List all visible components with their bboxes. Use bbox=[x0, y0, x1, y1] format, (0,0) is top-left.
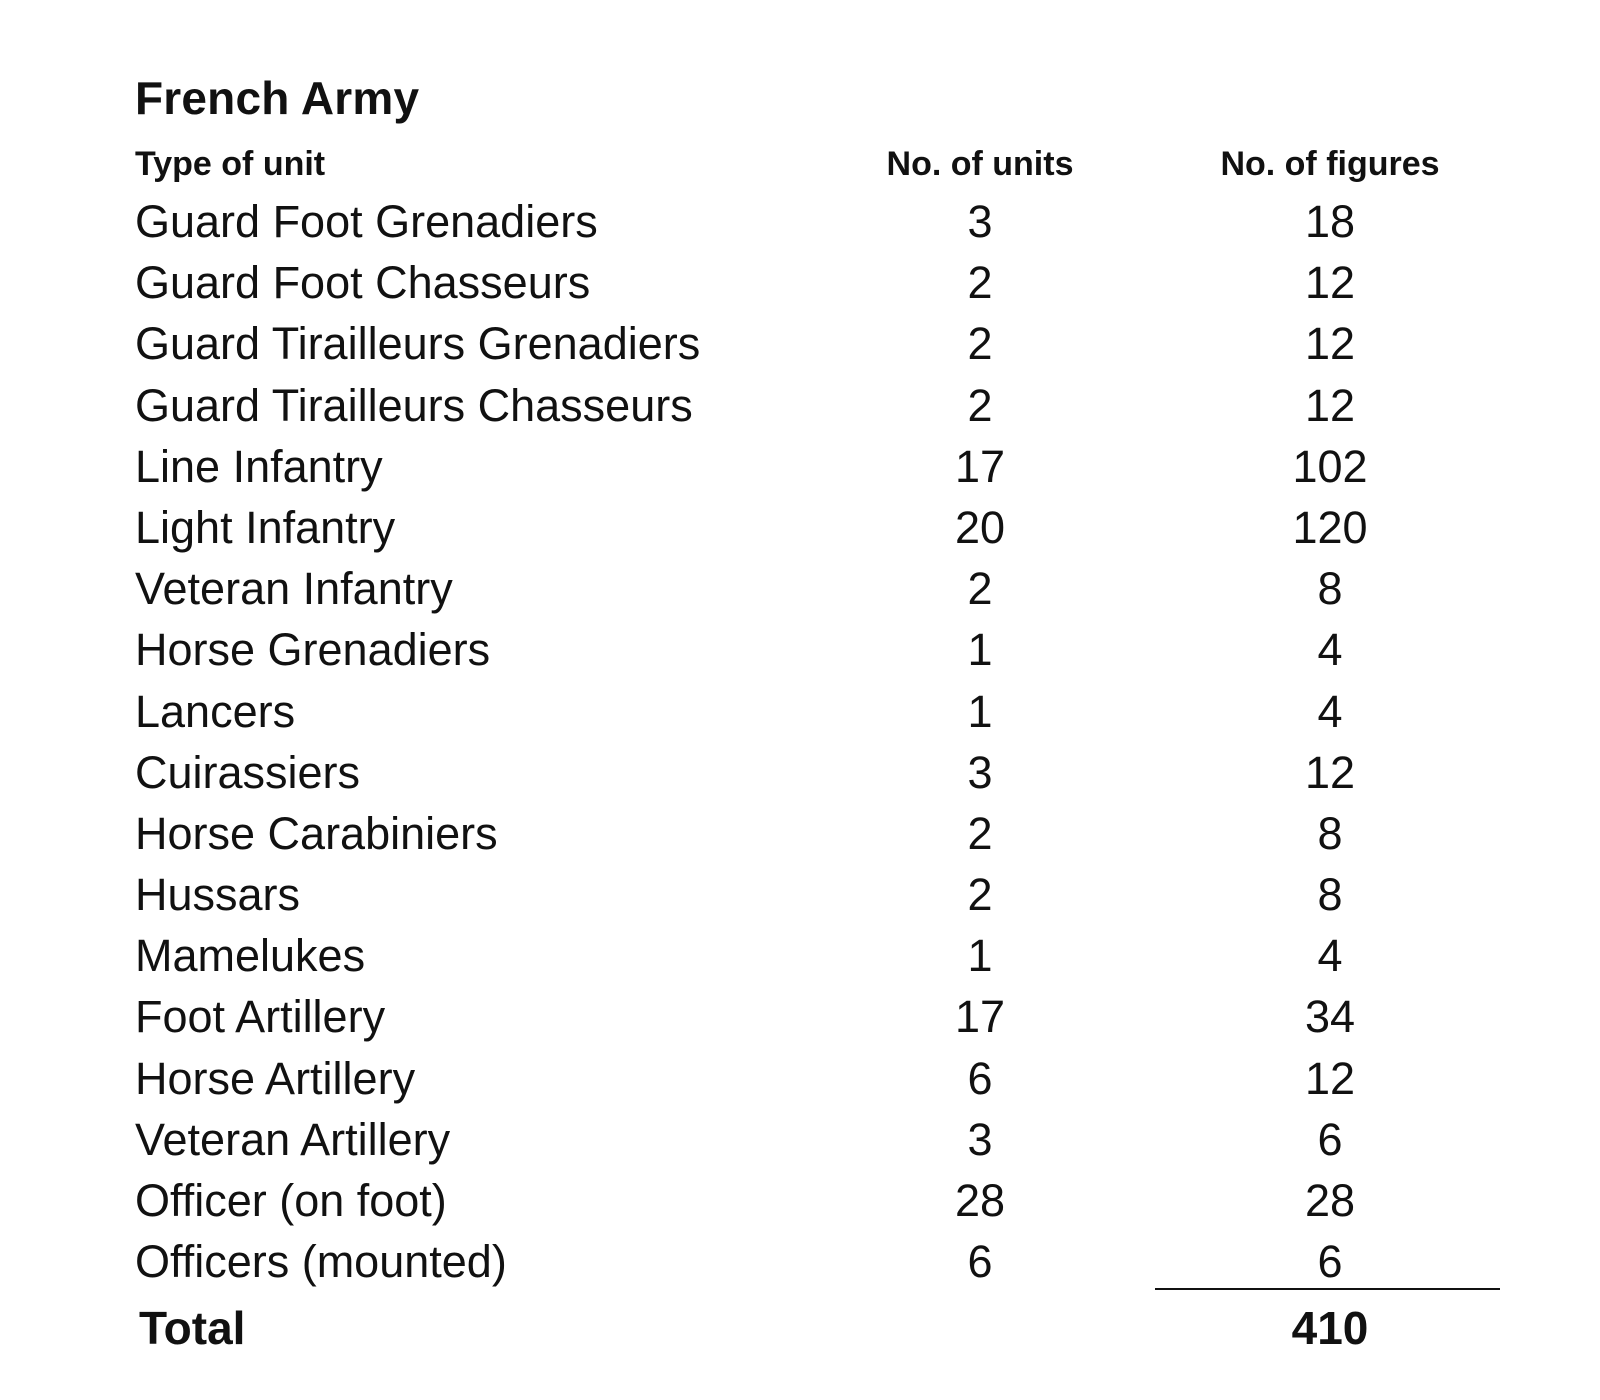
table-row bbox=[0, 1048, 1600, 1109]
header-no-of-units: No. of units bbox=[886, 145, 1074, 183]
table-row bbox=[0, 191, 1600, 252]
table-row bbox=[0, 864, 1600, 925]
unit-type-cell: Horse Artillery bbox=[135, 1052, 416, 1104]
unit-type-cell: Officer (on foot) bbox=[135, 1175, 447, 1226]
unit-type-cell: Hussars bbox=[135, 869, 301, 921]
figure-count-cell: 18 bbox=[1304, 196, 1356, 247]
unit-type-cell: Guard Tirailleurs Grenadiers bbox=[135, 318, 701, 370]
total-label: Total bbox=[139, 1302, 246, 1354]
table-row bbox=[0, 681, 1600, 742]
unit-count-cell: 1 bbox=[967, 624, 993, 676]
unit-count-cell: 28 bbox=[954, 1175, 1006, 1226]
header-type-of-unit: Type of unit bbox=[135, 145, 326, 183]
figure-count-cell: 6 bbox=[1317, 1236, 1343, 1288]
figure-count-cell: 120 bbox=[1292, 501, 1368, 553]
figure-count-cell: 12 bbox=[1304, 318, 1356, 370]
unit-type-cell: Mamelukes bbox=[135, 930, 366, 982]
table-row bbox=[0, 252, 1600, 313]
unit-type-cell: Line Infantry bbox=[135, 440, 383, 492]
unit-count-cell: 6 bbox=[967, 1052, 993, 1104]
figure-count-cell: 12 bbox=[1304, 257, 1356, 309]
unit-count-cell: 2 bbox=[967, 257, 993, 309]
unit-type-cell: Veteran Artillery bbox=[135, 1113, 451, 1165]
figure-count-cell: 4 bbox=[1317, 685, 1343, 737]
unit-count-cell: 3 bbox=[967, 196, 993, 247]
unit-type-cell: Cuirassiers bbox=[135, 746, 361, 798]
unit-type-cell: Officers (mounted) bbox=[135, 1236, 507, 1288]
total-row bbox=[0, 1296, 1600, 1360]
unit-type-cell: Guard Tirailleurs Chasseurs bbox=[135, 379, 693, 431]
figure-count-cell: 12 bbox=[1304, 746, 1356, 798]
unit-type-cell: Guard Foot Grenadiers bbox=[135, 196, 598, 247]
unit-type-cell: Horse Grenadiers bbox=[135, 624, 491, 676]
unit-count-cell: 6 bbox=[967, 1236, 993, 1288]
total-figures-value: 410 bbox=[1291, 1302, 1369, 1354]
unit-type-cell: Guard Foot Chasseurs bbox=[135, 257, 591, 309]
table-row bbox=[0, 1231, 1600, 1292]
table-row bbox=[0, 497, 1600, 558]
figure-count-cell: 8 bbox=[1317, 869, 1343, 921]
table-row bbox=[0, 375, 1600, 436]
figure-count-cell: 34 bbox=[1304, 991, 1356, 1043]
unit-type-cell: Veteran Infantry bbox=[135, 563, 453, 615]
unit-count-cell: 2 bbox=[967, 318, 993, 370]
unit-count-cell: 3 bbox=[967, 1113, 993, 1165]
unit-count-cell: 3 bbox=[967, 746, 993, 798]
figure-count-cell: 4 bbox=[1317, 624, 1343, 676]
table-row bbox=[0, 986, 1600, 1047]
figure-count-cell: 8 bbox=[1317, 807, 1343, 859]
table-row bbox=[0, 313, 1600, 374]
table-row bbox=[0, 619, 1600, 680]
figure-count-cell: 6 bbox=[1317, 1113, 1343, 1165]
table-row bbox=[0, 925, 1600, 986]
unit-count-cell: 2 bbox=[967, 563, 993, 615]
unit-type-cell: Horse Carabiniers bbox=[135, 807, 498, 859]
table-body bbox=[0, 191, 1600, 1292]
unit-type-cell: Lancers bbox=[135, 685, 296, 737]
header-no-of-figures: No. of figures bbox=[1220, 145, 1440, 183]
unit-type-cell: Foot Artillery bbox=[135, 991, 386, 1043]
table-row bbox=[0, 558, 1600, 619]
figure-count-cell: 102 bbox=[1292, 440, 1368, 492]
figure-count-cell: 12 bbox=[1304, 1052, 1356, 1104]
table-row bbox=[0, 803, 1600, 864]
unit-count-cell: 2 bbox=[967, 807, 993, 859]
figure-count-cell: 8 bbox=[1317, 563, 1343, 615]
unit-count-cell: 2 bbox=[967, 869, 993, 921]
table-row bbox=[0, 1170, 1600, 1231]
figure-count-cell: 28 bbox=[1304, 1175, 1356, 1226]
unit-count-cell: 1 bbox=[967, 685, 993, 737]
unit-count-cell: 20 bbox=[954, 501, 1006, 553]
figure-count-cell: 4 bbox=[1317, 930, 1343, 982]
total-divider-line bbox=[1155, 1288, 1500, 1290]
unit-count-cell: 2 bbox=[967, 379, 993, 431]
table-row bbox=[0, 436, 1600, 497]
table-row bbox=[0, 742, 1600, 803]
unit-count-cell: 17 bbox=[954, 440, 1006, 492]
unit-count-cell: 17 bbox=[954, 991, 1006, 1043]
document-title: French Army bbox=[135, 72, 420, 124]
unit-count-cell: 1 bbox=[967, 930, 993, 982]
table-header-row bbox=[0, 140, 1600, 188]
unit-type-cell: Light Infantry bbox=[135, 501, 396, 553]
table-row bbox=[0, 1109, 1600, 1170]
figure-count-cell: 12 bbox=[1304, 379, 1356, 431]
